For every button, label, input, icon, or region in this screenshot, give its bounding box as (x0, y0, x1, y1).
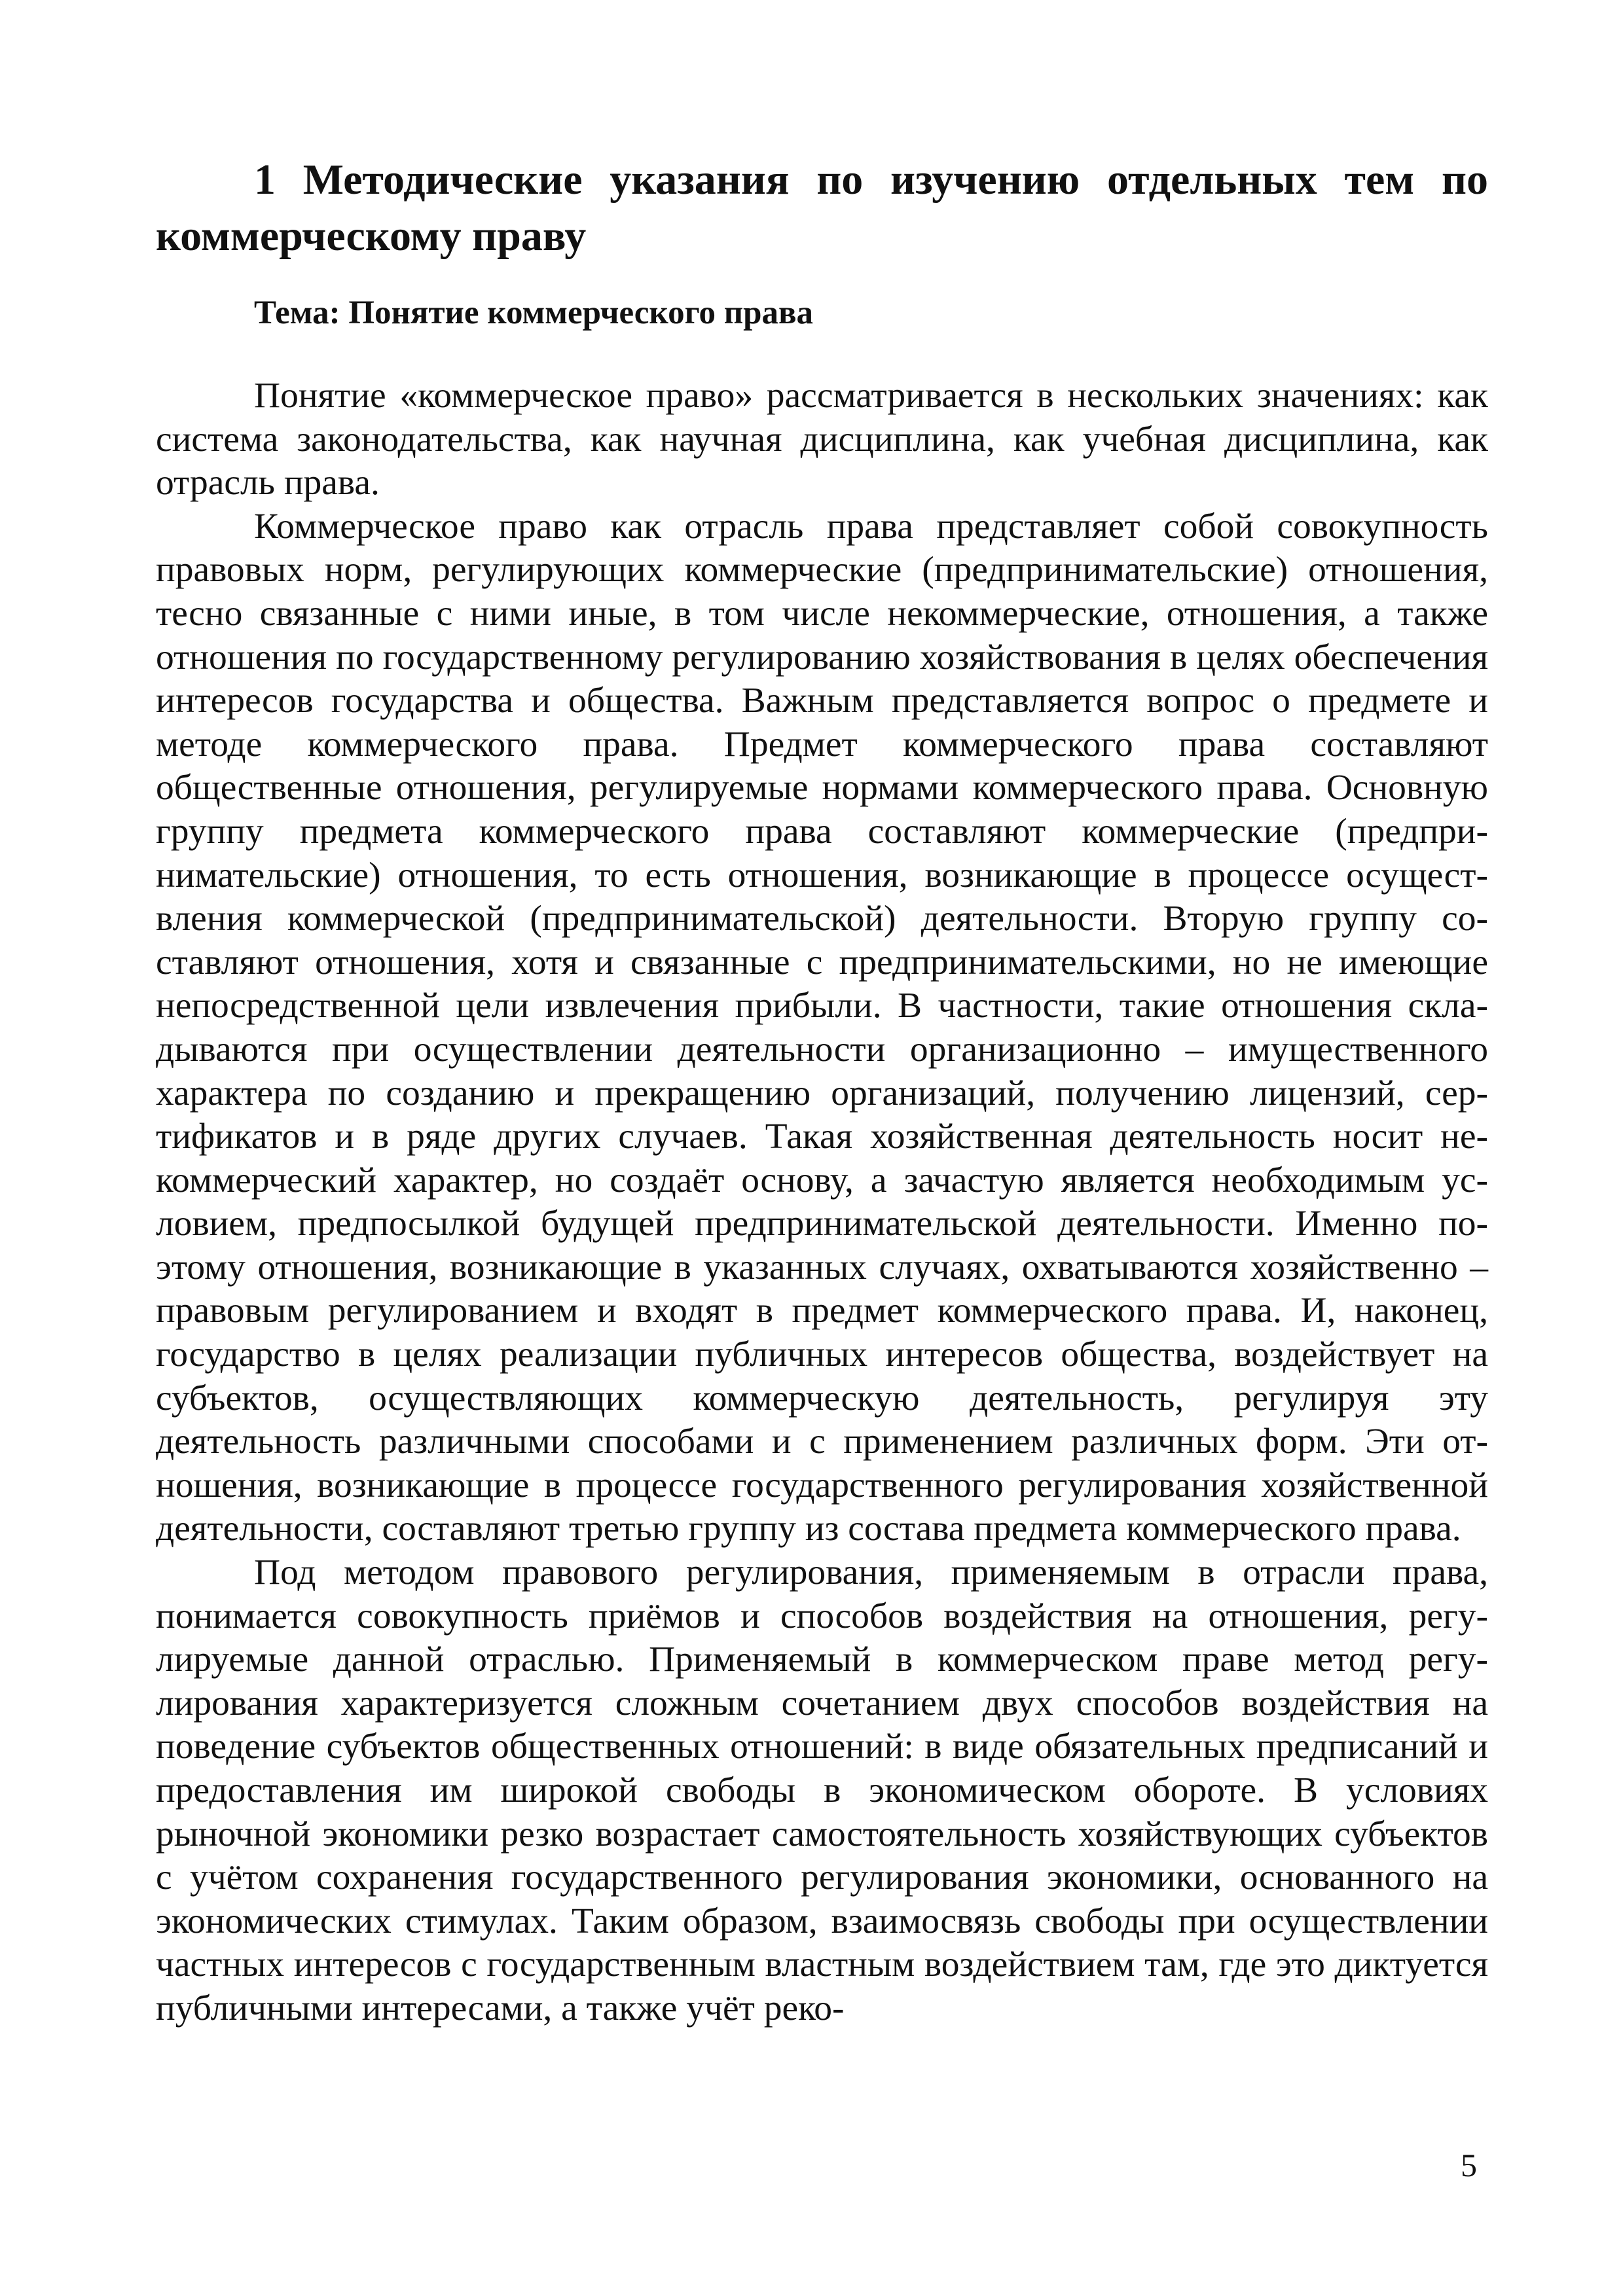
document-page (156, 0, 1488, 2296)
paragraph: Коммерческое право как отрасль права представляет собой совокупность правовых норм, регулирующих коммерческие (предпринимательские) отношения, тесно связанные с ними иные, в том числе некоммерческие, отношения, а также отношения по государственному регулированию хозяйствования в целях обеспечения интересов государства и общества. Важным представляется вопрос о предмете и методе коммерческого права. Предмет коммерческого права составляют общественные отношения, регулируемые нормами коммерческого права. Основную группу предмета коммерческого права составляют коммерческие (предпринимательские) отношения, то есть отношения, возникающие в процессе осуществления коммерческой (предпринимательской) деятельности. Вторую группу составляют отношения, хотя и связанные с предпринимательскими, но не имеющие непосредственной цели извлечения прибыли. В частности, такие отношения складываются при осуществлении деятельности организационно – имущественного характера по созданию и прекращению организаций, получению лицензий, сертификатов и в ряде других случаев. Такая хозяйственная деятельность носит некоммерческий характер, но создаёт основу, а зачастую является необходимым условием, предпосылкой будущей предпринимательской деятельности. Именно поэтому отношения, возникающие в указанных случаях, охватываются хозяйственно – правовым регулированием и входят в предмет коммерческого права. И, наконец, государство в целях реализации публичных интересов общества, воздействует на субъектов, осуществляющих коммерческую деятельность, регулируя эту деятельность различными способами и с применением различных форм. Эти отношения, возникающие в процессе государственного регулирования хозяйственной деятельности, составляют третью группу из состава предмета коммерческого права. (156, 506, 1488, 1549)
topic-heading: Тема: Понятие коммерческого права (254, 295, 814, 331)
paragraph: Понятие «коммерческое право» рассматривается в нескольких значениях: как система законодательства, как научная дисциплина, как учебная дисциплина, как отрасль права. (156, 376, 1488, 503)
page-number: 5 (1461, 2147, 1477, 2183)
paragraph: Под методом правового регулирования, применяемым в отрасли права, понимается совокупность приёмов и способов воздействия на отношения, регулируемые данной отраслью. Применяемый в коммерческом праве метод регулирования характеризуется сложным сочетанием двух способов воздействия на поведение субъектов общественных отношений: в виде обязательных предписаний и предоставления им широкой свободы в экономическом обороте. В условиях рыночной экономики резко возрастает самостоятельность хозяйствующих субъектов с учётом сохранения государственного регулирования экономики, основанного на экономических стимулах. Таким образом, взаимосвязь свободы при осуществлении частных интересов с государственным властным воздействием там, где это диктуется публичными интересами, а также учёт реко- (156, 1552, 1488, 2028)
section-heading: 1 Методические указания по изучению отдельных тем по коммерческому праву (156, 156, 1488, 260)
body-text (156, 374, 1488, 2031)
